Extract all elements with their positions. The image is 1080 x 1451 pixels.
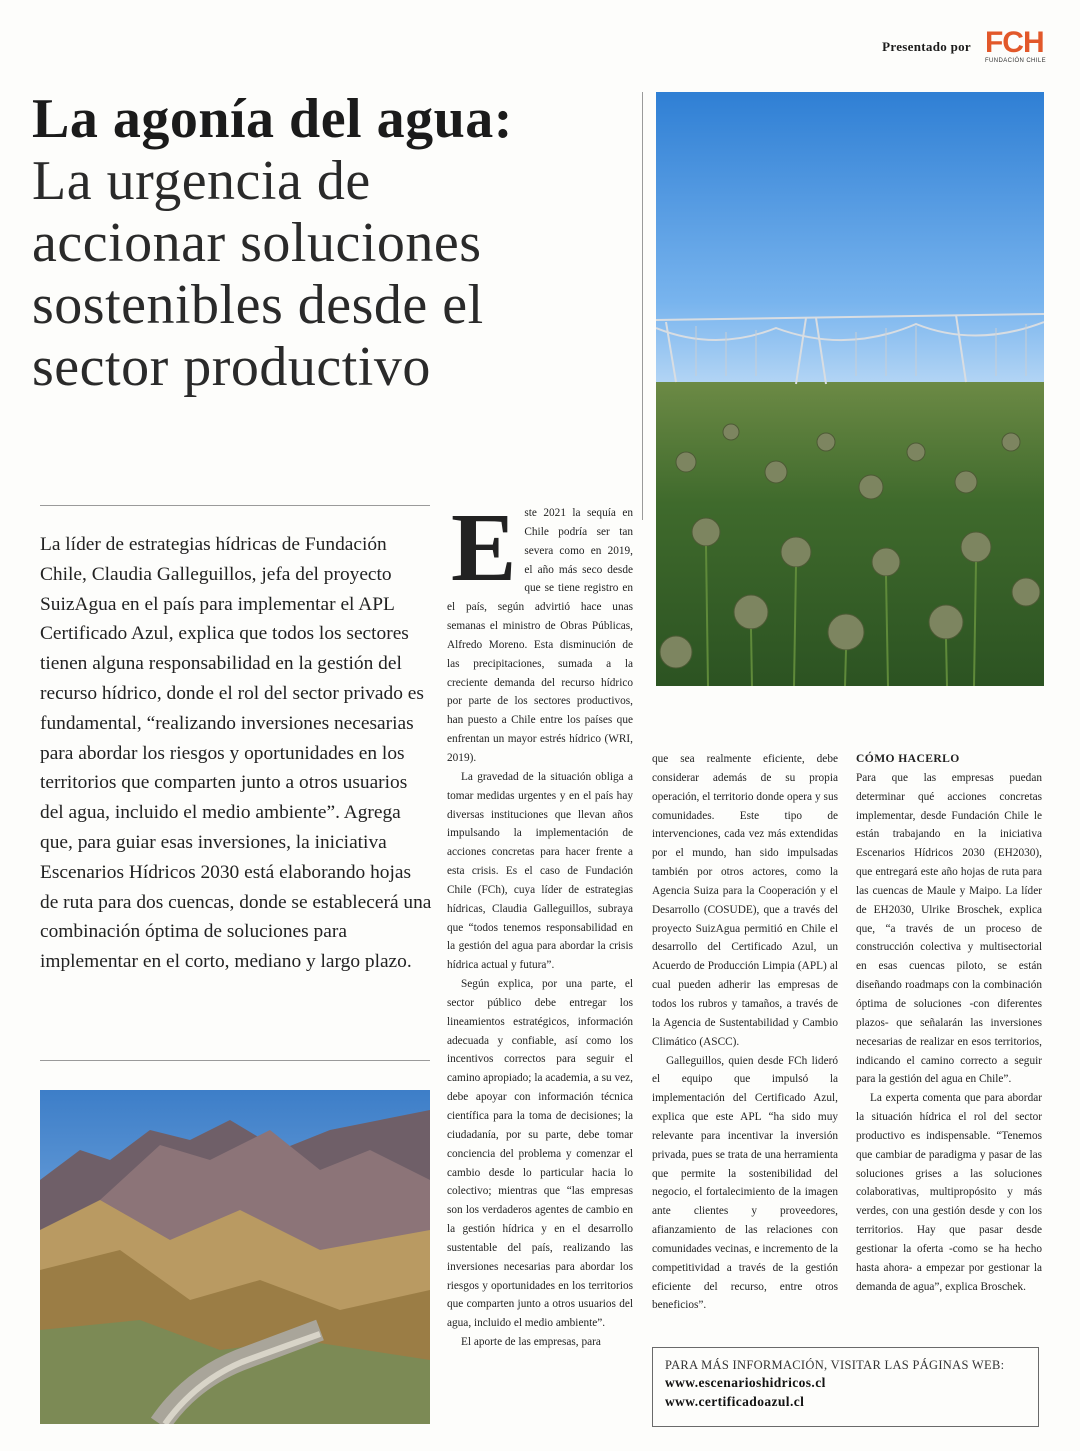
body-column-1 <box>447 494 633 1352</box>
body-column-2 <box>652 750 838 1315</box>
body-paragraph: Para que las empresas puedan determinar qué acciones concretas implementar, desde Fundación Chile le están trabajando en la iniciativa Escenarios Hídricos 2030 (EH2030), que entregará este año hojas de ruta para las cuencas de Maule y Maipo. La líder de EH2030, Ulrike Broschek, explica que, “a través de un proceso de construcción colectiva y multisectorial en esas cuencas piloto, se están diseñando roadmaps con la combinación óptima de soluciones -con diferentes plazos- que señalarán las inversiones necesarias de realizar en esos territorios, indicando el camino correcto a seguir para la gestión del agua en Chile”. <box>856 771 1042 1086</box>
body-paragraph: La experta comenta que para abordar la situación hídrica el rol del sector productivo es indispensable. “Tenemos que cambiar de paradigma y pasar de las soluciones grises a las soluciones colaborativas, multipropósito y más verdes, con una gestión desde y con los territorios. Hay que pasar desde gestionar la oferta -como se ha hecho hasta ahora- a empezar por gestionar la demanda de agua”, explica Broschek. <box>856 1092 1042 1293</box>
dropcap: E <box>451 494 517 602</box>
more-info-title: PARA MÁS INFORMACIÓN, VISITAR LAS PÁGINAS WEB: <box>665 1358 1005 1372</box>
presented-by-label: Presentado por <box>882 39 971 54</box>
body-column-3 <box>856 750 1042 1296</box>
lead-text: ste 2021 la sequía en Chile podría ser tan severa como en 2019, el año más seco desde que se tiene registro en el país, según advirtió hace unas semanas el ministro de Obras Públicas, Alfredo Moreno. Esta disminución de las precipitaciones, sumada a la creciente demanda del recurso hídrico por parte de los sectores productivos, han puesto a Chile entre los países que enfrentan un mayor estrés hídrico (WRI, 2019). <box>447 507 633 764</box>
body-paragraph: Galleguillos, quien desde FCh lideró el equipo que impulsó la implementación del Certificado Azul, explica que este APL “ha sido muy relevante para incentivar la inversión privada, pues se trata de una herramienta que permite la sostenibilidad del negocio, el fortalecimiento de la imagen ante clientes y proveedores, afianzamiento de las relaciones con comunidades vecinas, e incremento de la competitividad a través de la gestión eficiente del recurso, entre otros beneficios”. <box>652 1054 838 1312</box>
headline-sub-1: La urgencia de <box>32 150 371 212</box>
logo-mark: FCH <box>984 26 1044 59</box>
link-certificado-azul[interactable]: www.certificadoazul.cl <box>665 1394 805 1409</box>
intro-rule-bottom <box>40 1060 430 1061</box>
headline-sub-3: sostenibles desde el <box>32 274 484 336</box>
more-info-box <box>652 1347 1039 1427</box>
column-divider <box>642 92 643 520</box>
sponsor-header <box>882 26 1046 64</box>
headline-sub-2: accionar soluciones <box>32 212 482 274</box>
body-paragraph: que sea realmente eficiente, debe considerar además de su propia operación, el territorio donde opera y sus comunidades. Este tipo de intervenciones, cada vez más extendidas por el mundo, han sido impulsadas también por otros actores, como la Agencia Suiza para la Cooperación y el Desarrollo (COSUDE), que a través del proyecto SuizAgua permitió en Chile el desarrollo del Certificado Azul, un Acuerdo de Producción Limpia (APL) al cual pueden adherir las empresas de todos los rubros y tamaños, a través de la Agencia de Sustentabilidad y Cambio Climático (ASCC). <box>652 753 838 1048</box>
mountain-river-photo <box>40 1090 430 1424</box>
section-heading: CÓMO HACERLO <box>856 752 960 765</box>
irrigation-field-photo <box>656 92 1044 686</box>
body-paragraph: La gravedad de la situación obliga a tomar medidas urgentes y en el país hay diversas instituciones que llevan años impulsando la implementación de acciones concretas para hacer frente a esta crisis. Es el caso de Fundación Chile (FCh), cuya líder de estrategias hídricas, Claudia Galleguillos, subraya que “todos tenemos responsabilidad en la gestión del agua para abordar la crisis hídrica actual y futura”. <box>447 770 633 972</box>
headline <box>32 88 632 398</box>
intro-rule-top <box>40 505 430 506</box>
body-paragraph: El aporte de las empresas, para <box>461 1336 601 1349</box>
headline-sub-4: sector productivo <box>32 336 431 398</box>
body-paragraph: Según explica, por una parte, el sector público debe entregar los lineamientos estratégicos, información adecuada y confiable, así como los incentivos correctos para seguir el camino apropiado; la academia, a su vez, debe apoyar con información técnica científica para la toma de decisiones; la ciudadanía, por su parte, debe tomar conciencia del problema y comenzar el cambio desde lo particular hacia lo colectivo; mientras que “las empresas son los verdaderos agentes de cambio en la gestión hídrica y en el desarrollo sustentable del país, realizando las inversiones necesarias para abordar los riesgos y oportunidades en los territorios que comparten junto a otros usuarios del agua, incluido el medio ambiente”. <box>447 978 633 1330</box>
headline-main: La agonía del agua: <box>32 88 513 150</box>
logo-subtitle: FUNDACIÓN CHILE <box>984 58 1046 64</box>
link-escenarios-hidricos[interactable]: www.escenarioshidricos.cl <box>665 1375 826 1390</box>
intro-paragraph: La líder de estrategias hídricas de Fundación Chile, Claudia Galleguillos, jefa del proyecto SuizAgua en el país para implementar el APL Certificado Azul, explica que todos los sectores tienen alguna responsabilidad en la gestión del recurso hídrico, donde el rol del sector privado es fundamental, “realizando inversiones necesarias para abordar los riesgos y oportunidades en los territorios que comparten junto a otros usuarios del agua, incluido el medio ambiente”. Agrega que, para guiar esas inversiones, la iniciativa Escenarios Hídricos 2030 está elaborando hojas de ruta para dos cuencas, donde se establecerá una combinación óptima de soluciones para implementar en el corto, mediano y largo plazo. <box>40 534 432 973</box>
fch-logo <box>984 26 1046 64</box>
lead-paragraph <box>447 494 633 768</box>
